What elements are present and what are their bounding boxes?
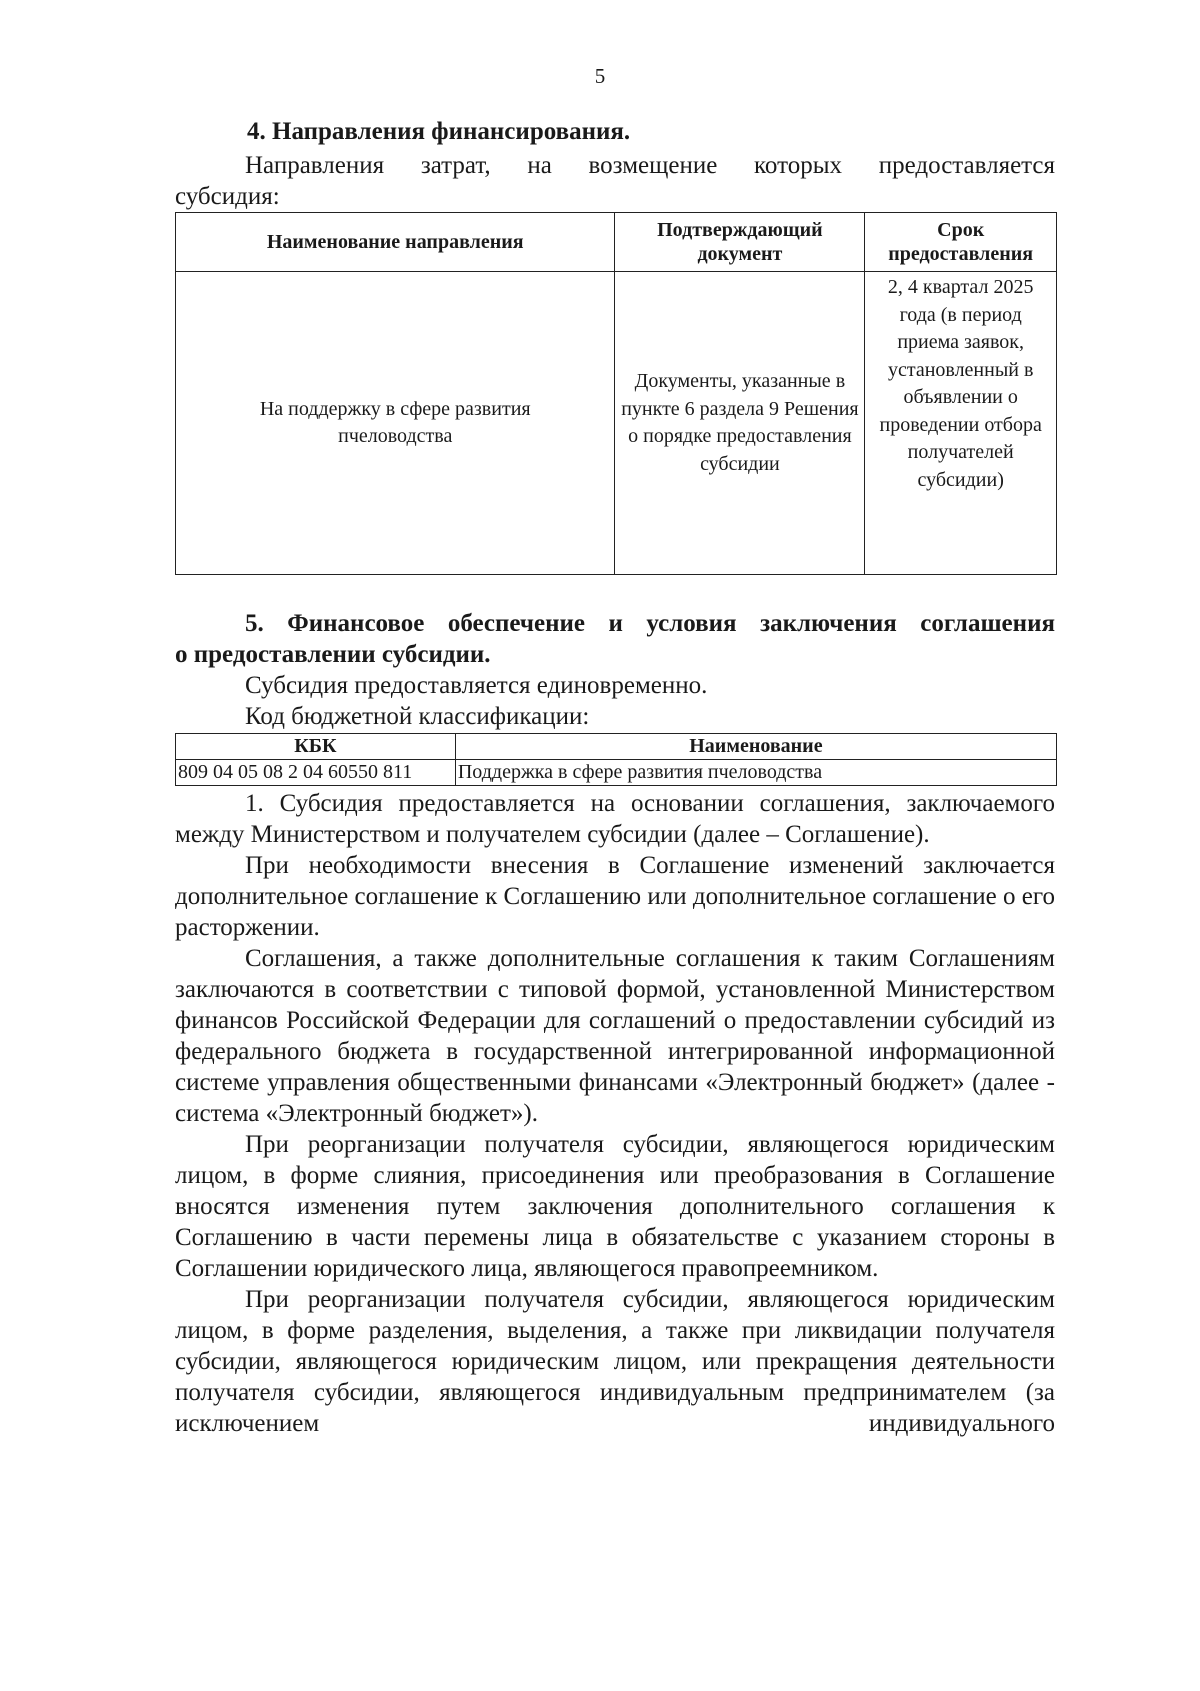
page-number: 5	[594, 64, 606, 88]
cell-kbk-name: Поддержка в сфере развития пчеловодства	[455, 760, 1056, 786]
paragraph-1: 1. Субсидия предоставляется на основании соглашения, заключаемого между Министерством и получателем субсидии (далее – Соглашение).	[175, 790, 1055, 848]
section-5-heading-line-1: 5. Финансовое обеспечение и условия заключения соглашения	[245, 610, 1055, 637]
cell-term: 2, 4 квартал 2025 года (в период приема заявок, установленный в объявлении о проведении отбора получателей субсидии)	[865, 272, 1057, 575]
paragraph-5: При реорганизации получателя субсидии, являющегося юридическим лицом, в форме разделения, выделения, а также при ликвидации получателя субсидии, являющегося юридическим лицом, или прекращения деятельности получателя субсидии, являющегося индивидуальным предпринимателем (за исключением индивидуального	[175, 1286, 1055, 1437]
kbk-label-line: Код бюджетной классификации:	[245, 703, 590, 730]
paragraph-2: При необходимости внесения в Соглашение изменений заключается дополнительное соглашение к Соглашению или дополнительное соглашение о его расторжении.	[175, 852, 1055, 941]
intro-line-2: субсидия:	[175, 183, 280, 210]
section-5-body	[175, 788, 1055, 1439]
header-document: Подтверждающий документ	[615, 213, 865, 272]
paragraph-4: При реорганизации получателя субсидии, являющегося юридическим лицом, в форме слияния, присоединения или преобразования в Соглашение вносятся изменения путем заключения дополнительного соглашения к Соглашению в части перемены лица в обязательстве с указанием стороны в Соглашении юридического лица, являющегося правопреемником.	[175, 1131, 1055, 1282]
table-row	[176, 760, 1057, 786]
section-4-heading: 4. Направления финансирования.	[247, 118, 631, 145]
header-kbk: КБК	[176, 734, 456, 760]
section-5-heading	[175, 608, 1055, 670]
section-5-heading-line-2: о предоставлении субсидии.	[175, 641, 491, 668]
subsidy-once-line: Субсидия предоставляется единовременно.	[245, 672, 708, 699]
directions-table	[175, 212, 1057, 575]
kbk-table-header	[176, 734, 1057, 760]
table-row	[176, 272, 1057, 575]
cell-kbk-code: 809 04 05 08 2 04 60550 811	[176, 760, 456, 786]
section-5-intro	[175, 670, 1055, 732]
cell-direction: На поддержку в сфере развития пчеловодства	[176, 272, 615, 575]
intro-line-1: Направления затрат, на возмещение которых предоставляется	[245, 152, 1055, 179]
header-direction: Наименование направления	[176, 213, 615, 272]
header-term: Срок предоставления	[865, 213, 1057, 272]
directions-table-header	[176, 213, 1057, 272]
cell-document: Документы, указанные в пункте 6 раздела 9 Решения о порядке предоставления субсидии	[615, 272, 865, 575]
header-name: Наименование	[455, 734, 1056, 760]
kbk-table	[175, 733, 1057, 786]
paragraph-3: Соглашения, а также дополнительные соглашения к таким Соглашениям заключаются в соответствии с типовой формой, установленной Министерством финансов Российской Федерации для соглашений о предоставлении субсидий из федерального бюджета в государственной интегрированной информационной системе управления общественными финансами «Электронный бюджет» (далее - система «Электронный бюджет»).	[175, 945, 1055, 1127]
section-4-intro	[175, 150, 1055, 212]
